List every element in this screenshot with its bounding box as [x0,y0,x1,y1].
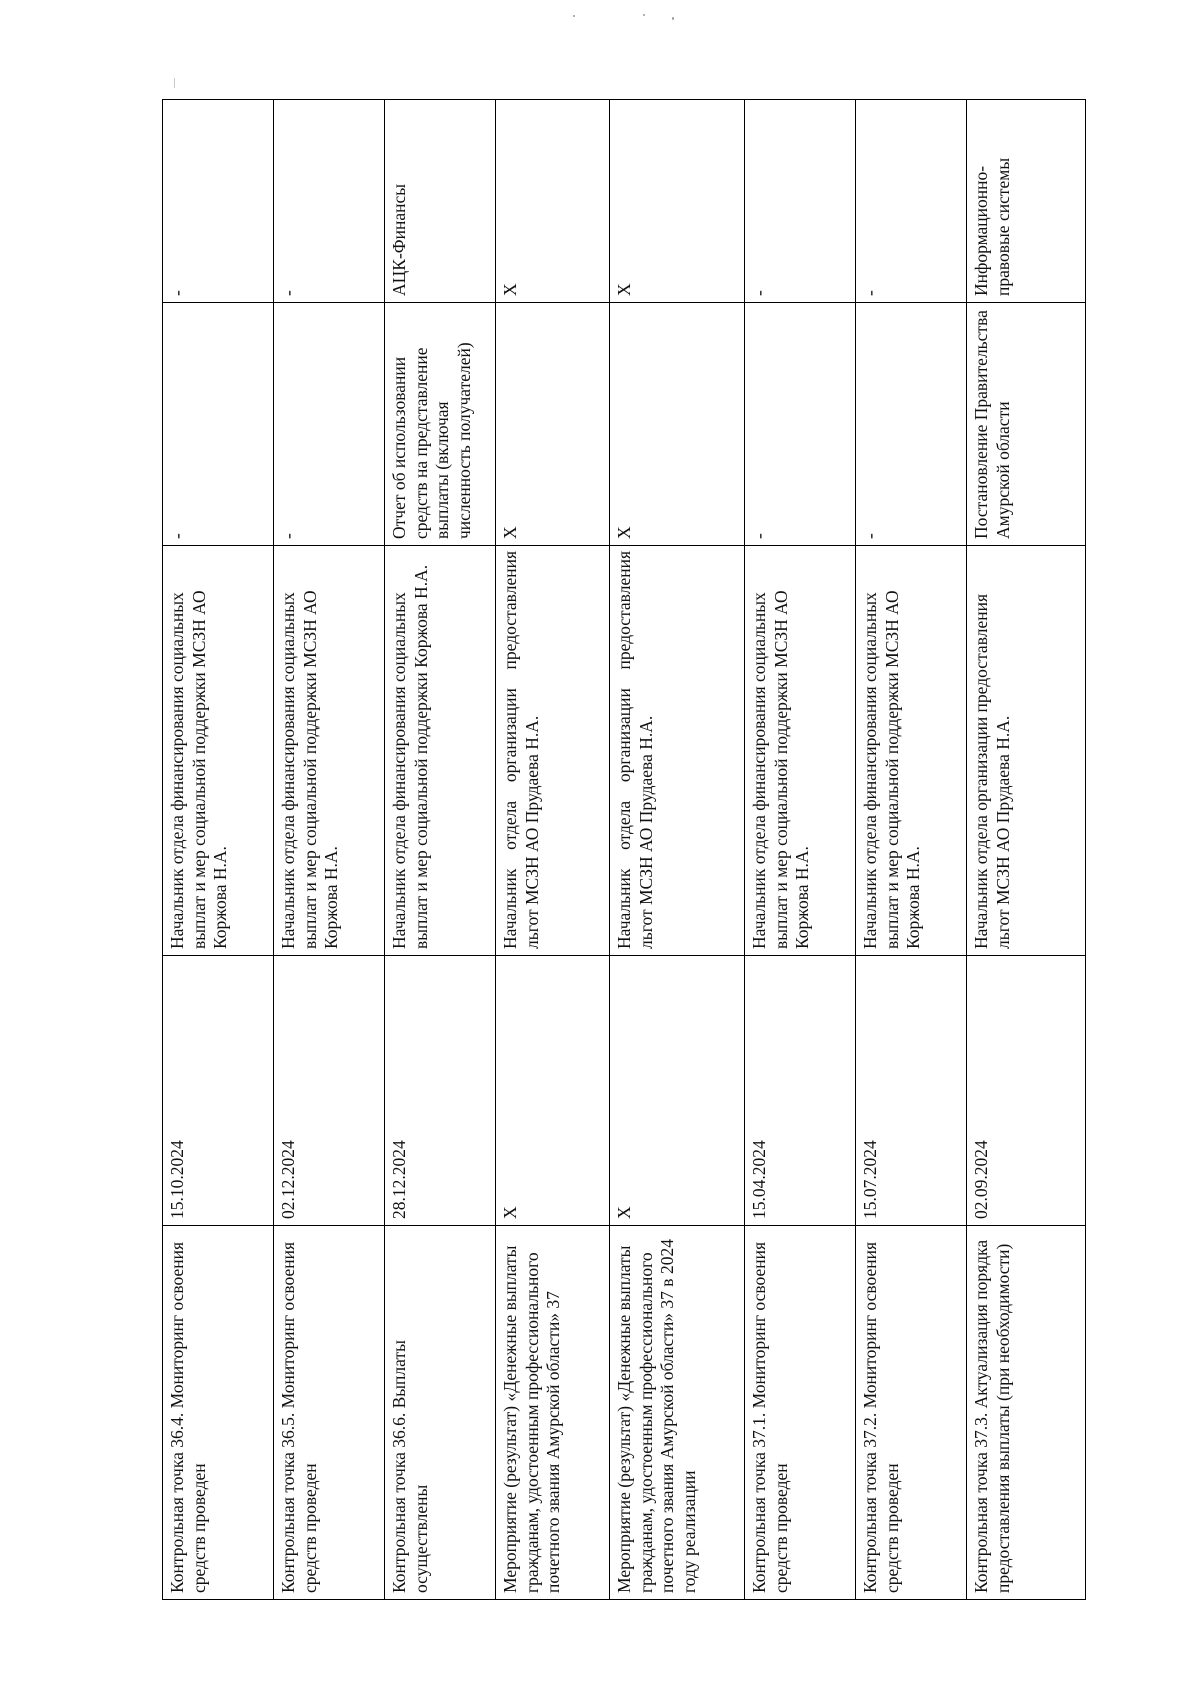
table-row [274,100,385,1600]
table-row [385,100,496,1600]
system-cell: - [163,100,274,303]
scan-speck [174,78,175,88]
responsible-cell: Начальник отдела финансирования социальных выплат и мер социальной поддержки МСЗН АО Коржова Н.А. [274,546,385,956]
checkpoint-cell: Контрольная точка 36.4. Мониторинг освоения средств проведен [163,1226,274,1600]
date-cell: 02.12.2024 [274,956,385,1226]
checkpoint-cell: Контрольная точка 36.5. Мониторинг освоения средств проведен [274,1226,385,1600]
rotated-table-wrapper [162,100,1085,1600]
system-cell: Информационно-правовые системы [967,100,1086,303]
scan-speck [573,15,575,17]
date-cell: 15.10.2024 [163,956,274,1226]
table-row [967,100,1086,1600]
document-cell: Отчет об использовании средств на представление выплаты (включая численность получателей) [385,303,496,546]
responsible-cell: Начальник отдела финансирования социальных выплат и мер социальной поддержки Коржова Н.А. [385,546,496,956]
checkpoint-cell: Мероприятие (результат) «Денежные выплаты гражданам, удостоенным профессионального почетного звания Амурской области» 37 [496,1226,610,1600]
table-row [496,100,610,1600]
document-cell: X [610,303,745,546]
date-cell: 15.07.2024 [856,956,967,1226]
document-cell: - [745,303,856,546]
system-cell: - [745,100,856,303]
scan-speck [672,17,674,20]
table-row [856,100,967,1600]
date-cell: 28.12.2024 [385,956,496,1226]
document-cell: - [163,303,274,546]
table-row [610,100,745,1600]
responsible-cell: Начальник отдела организации предоставления льгот МСЗН АО Прудаева Н.А. [496,546,610,956]
date-cell: 02.09.2024 [967,956,1086,1226]
control-points-table [162,99,1086,1600]
document-cell: Постановление Правительства Амурской области [967,303,1086,546]
responsible-cell: Начальник отдела финансирования социальных выплат и мер социальной поддержки МСЗН АО Коржова Н.А. [163,546,274,956]
document-cell: X [496,303,610,546]
date-cell: X [496,956,610,1226]
responsible-cell: Начальник отдела организации предоставления льгот МСЗН АО Прудаева Н.А. [967,546,1086,956]
system-cell: АЦК-Финансы [385,100,496,303]
responsible-cell: Начальник отдела финансирования социальных выплат и мер социальной поддержки МСЗН АО Коржова Н.А. [856,546,967,956]
responsible-cell: Начальник отдела организации предоставления льгот МСЗН АО Прудаева Н.А. [610,546,745,956]
system-cell: - [856,100,967,303]
checkpoint-cell: Контрольная точка 36.6. Выплаты осуществлены [385,1226,496,1600]
system-cell: X [610,100,745,303]
responsible-cell: Начальник отдела финансирования социальных выплат и мер социальной поддержки МСЗН АО Коржова Н.А. [745,546,856,956]
document-cell: - [274,303,385,546]
scan-speck [643,14,645,16]
checkpoint-cell: Контрольная точка 37.3. Актуализация порядка предоставления выплаты (при необходимости) [967,1226,1086,1600]
checkpoint-cell: Контрольная точка 37.1. Мониторинг освоения средств проведен [745,1226,856,1600]
date-cell: X [610,956,745,1226]
system-cell: - [274,100,385,303]
checkpoint-cell: Мероприятие (результат) «Денежные выплаты гражданам, удостоенным профессионального почетного звания Амурской области» 37 в 2024 году реализации [610,1226,745,1600]
date-cell: 15.04.2024 [745,956,856,1226]
document-cell: - [856,303,967,546]
table-row [163,100,274,1600]
system-cell: X [496,100,610,303]
checkpoint-cell: Контрольная точка 37.2. Мониторинг освоения средств проведен [856,1226,967,1600]
table-row [745,100,856,1600]
